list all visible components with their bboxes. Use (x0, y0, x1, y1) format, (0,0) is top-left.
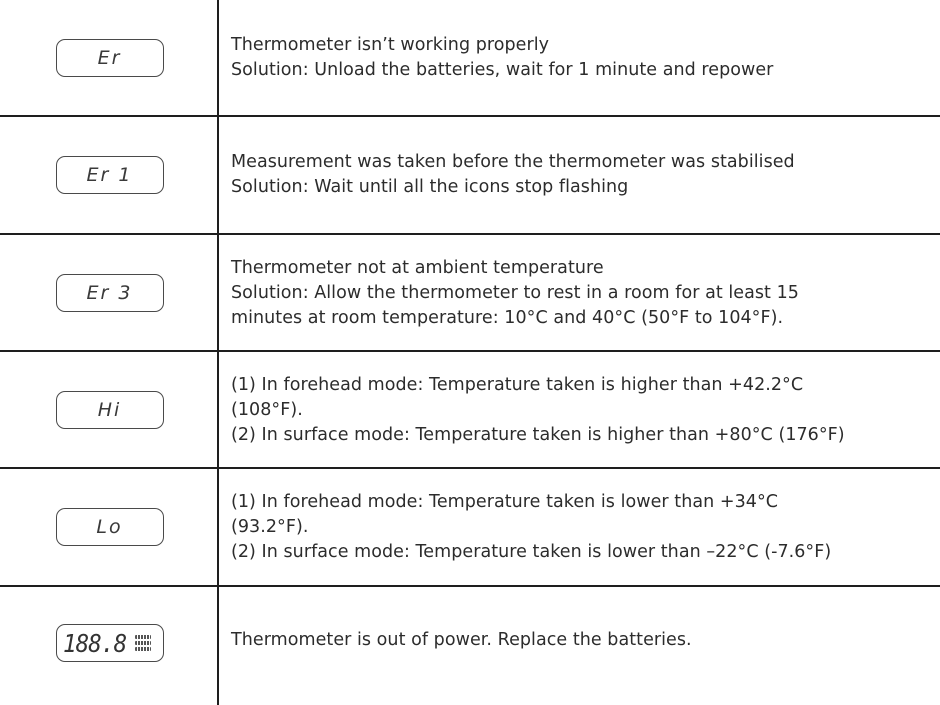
lcd-display-lo (56, 508, 164, 546)
code-cell (0, 587, 217, 699)
description-line: (2) In surface mode: Temperature taken is higher than +80°C (176°F) (231, 424, 845, 445)
description-line: Thermometer isn’t working properly (231, 35, 550, 55)
lcd-code: Er (97, 47, 122, 69)
lcd-code: Er 1 (86, 164, 133, 186)
description-line: (93.2°F). (231, 516, 309, 537)
column-divider (217, 0, 219, 705)
code-cell (0, 352, 217, 468)
lcd-display-hi (56, 391, 164, 429)
lcd-segment-icon (135, 647, 151, 651)
description-cell (231, 235, 936, 351)
lcd-code: Hi (97, 399, 122, 421)
lcd-code: Lo (96, 516, 123, 538)
solution-line: minutes at room temperature: 10°C and 40°C (50°F to 104°F). (231, 307, 784, 328)
lcd-display-er (56, 39, 164, 77)
description-line: Thermometer not at ambient temperature (231, 257, 604, 278)
code-cell (0, 235, 217, 351)
solution-line: Solution: Wait until all the icons stop flashing (231, 177, 629, 197)
lcd-segment-icons (135, 635, 151, 651)
description-line: (2) In surface mode: Temperature taken is lower than –22°C (-7.6°F) (231, 541, 832, 562)
description-cell (231, 352, 936, 468)
lcd-display-er3 (56, 274, 164, 312)
description-cell (231, 587, 936, 693)
description-line: (1) In forehead mode: Temperature taken is higher than +42.2°C (231, 374, 804, 395)
lcd-display-er1 (56, 156, 164, 194)
description-cell (231, 469, 936, 585)
description-line: (1) In forehead mode: Temperature taken is lower than +34°C (231, 491, 779, 512)
description-line: (108°F). (231, 399, 303, 420)
solution-line: Solution: Unload the batteries, wait for 1 minute and repower (231, 60, 774, 80)
code-cell (0, 117, 217, 233)
lcd-code: 188.8 (62, 628, 126, 658)
lcd-segment-icon (135, 635, 151, 639)
lcd-code: Er 3 (86, 282, 133, 304)
lcd-display-full-segments (56, 624, 164, 662)
description-line: Thermometer is out of power. Replace the batteries. (231, 629, 692, 650)
description-cell (231, 117, 936, 233)
code-cell (0, 0, 217, 116)
description-cell (231, 0, 936, 116)
description-line: Measurement was taken before the thermometer was stabilised (231, 152, 795, 172)
solution-line: Solution: Allow the thermometer to rest in a room for at least 15 (231, 282, 799, 303)
code-cell (0, 469, 217, 585)
lcd-segment-icon (135, 641, 151, 645)
